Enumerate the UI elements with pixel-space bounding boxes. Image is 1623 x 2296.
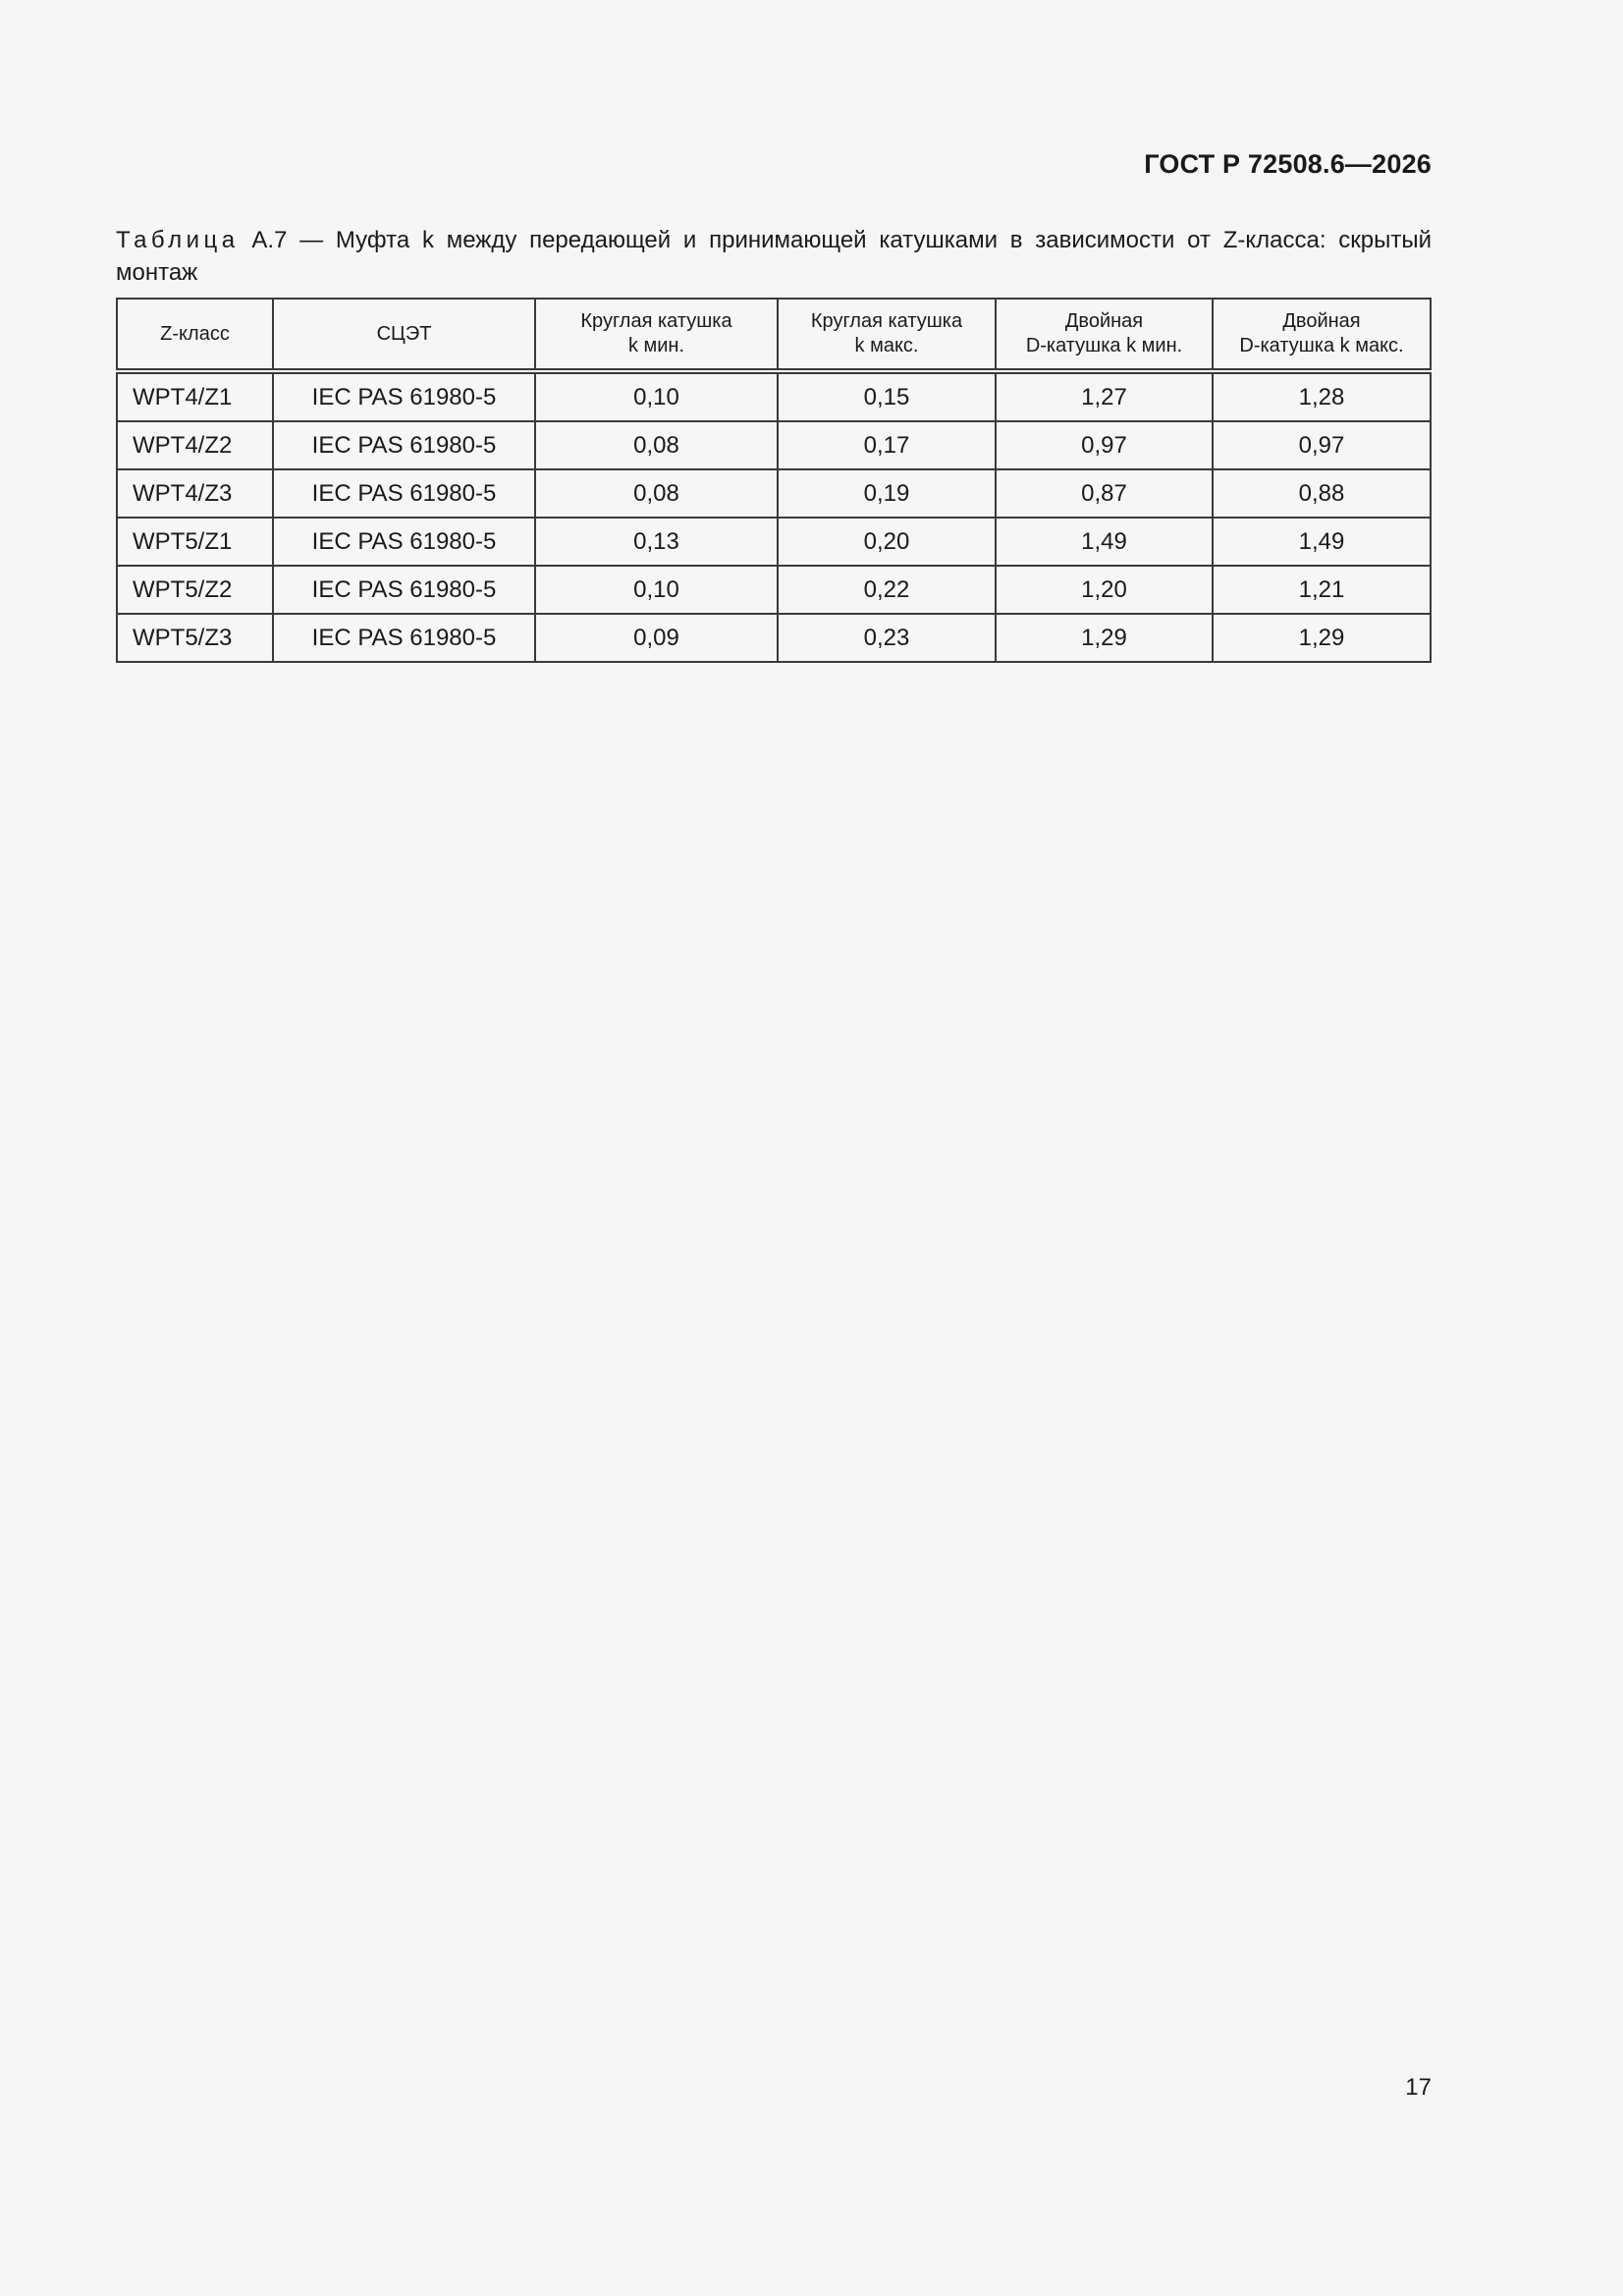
cell-round-kmin: 0,09 [535,614,778,662]
cell-z-class: WPT4/Z1 [117,371,273,421]
cell-dd-kmin: 1,27 [996,371,1213,421]
cell-dd-kmax: 1,28 [1213,371,1431,421]
cell-round-kmin: 0,13 [535,518,778,566]
column-header-dd-coil-kmax: Двойная D-катушка k макс. [1213,299,1431,371]
table-caption-text: А.7 — Муфта k между передающей и принимающей катушками в зависимости от Z-класса: скрытый монтаж [116,227,1433,286]
cell-round-kmax: 0,15 [778,371,996,421]
cell-scet: IEC PAS 61980-5 [273,421,535,469]
cell-dd-kmax: 1,49 [1213,518,1431,566]
table-row [117,371,1431,421]
column-header-dd-coil-kmin: Двойная D-катушка k мин. [996,299,1213,371]
cell-z-class: WPT4/Z2 [117,421,273,469]
document-code: ГОСТ Р 72508.6—2026 [1144,149,1432,179]
cell-scet: IEC PAS 61980-5 [273,614,535,662]
table-row [117,421,1431,469]
cell-round-kmax: 0,17 [778,421,996,469]
cell-dd-kmin: 1,49 [996,518,1213,566]
column-header-scet: СЦЭТ [273,299,535,371]
cell-dd-kmax: 1,29 [1213,614,1431,662]
cell-round-kmax: 0,20 [778,518,996,566]
cell-round-kmin: 0,08 [535,421,778,469]
column-header-round-coil-kmax: Круглая катушка k макс. [778,299,996,371]
page-number: 17 [1405,2074,1432,2101]
cell-z-class: WPT5/Z3 [117,614,273,662]
cell-scet: IEC PAS 61980-5 [273,518,535,566]
cell-dd-kmax: 0,88 [1213,469,1431,518]
cell-round-kmin: 0,08 [535,469,778,518]
cell-round-kmax: 0,19 [778,469,996,518]
table-header-row [117,299,1431,371]
cell-z-class: WPT5/Z2 [117,566,273,614]
column-header-round-coil-kmin: Круглая катушка k мин. [535,299,778,371]
cell-scet: IEC PAS 61980-5 [273,469,535,518]
table-caption [116,224,1432,289]
table-row [117,518,1431,566]
table-row [117,469,1431,518]
cell-round-kmax: 0,23 [778,614,996,662]
cell-z-class: WPT5/Z1 [117,518,273,566]
coupling-table [116,298,1432,663]
table-row [117,614,1431,662]
cell-round-kmax: 0,22 [778,566,996,614]
cell-dd-kmax: 0,97 [1213,421,1431,469]
cell-dd-kmax: 1,21 [1213,566,1431,614]
cell-round-kmin: 0,10 [535,371,778,421]
cell-z-class: WPT4/Z3 [117,469,273,518]
cell-scet: IEC PAS 61980-5 [273,371,535,421]
cell-dd-kmin: 1,29 [996,614,1213,662]
cell-dd-kmin: 0,97 [996,421,1213,469]
cell-round-kmin: 0,10 [535,566,778,614]
column-header-z-class: Z-класс [117,299,273,371]
table-row [117,566,1431,614]
cell-dd-kmin: 0,87 [996,469,1213,518]
table-caption-label: Таблица [116,227,240,253]
cell-dd-kmin: 1,20 [996,566,1213,614]
cell-scet: IEC PAS 61980-5 [273,566,535,614]
